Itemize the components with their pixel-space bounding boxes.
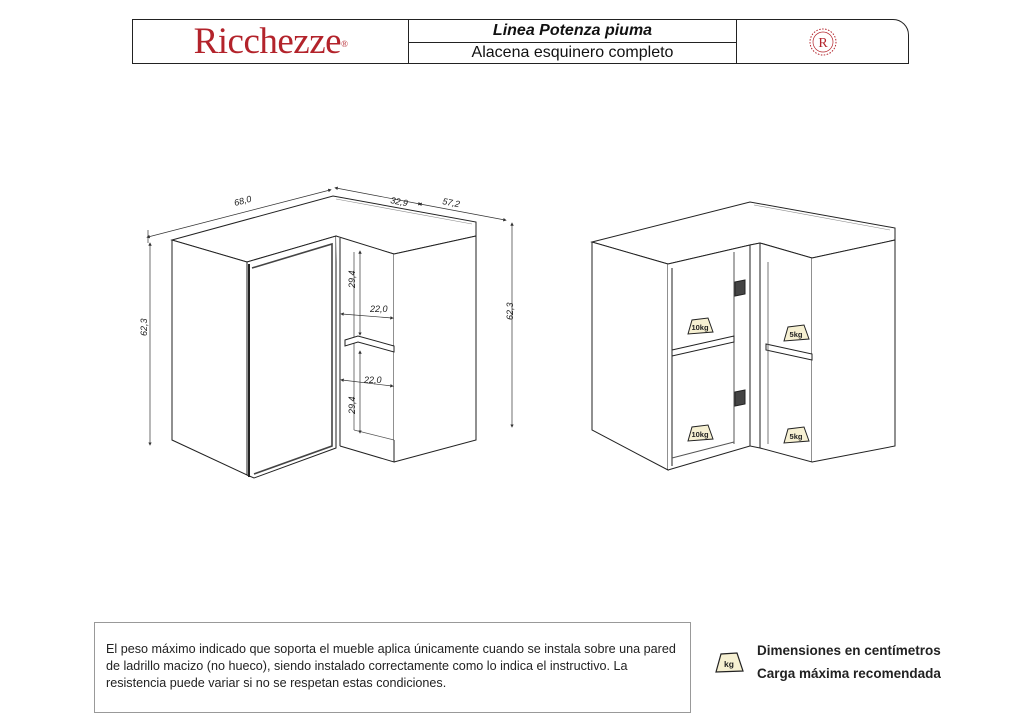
dim-height-left: 62,3 xyxy=(139,318,149,336)
load-weight-icon xyxy=(784,427,809,443)
dim-height-right: 62,3 xyxy=(505,302,515,320)
legend-max-load: Carga máxima recomendada xyxy=(757,666,941,681)
load-weight-icon xyxy=(688,425,713,441)
dim-shelf-top: 22,0 xyxy=(370,304,388,314)
load-weight-icon xyxy=(688,318,713,334)
line-title: Linea Potenza piuma xyxy=(409,20,736,43)
dim-depth-total: 57,2 xyxy=(441,196,461,210)
legend xyxy=(713,640,973,690)
load-left-bottom: 10kg xyxy=(691,430,709,439)
badge-letter: R xyxy=(817,35,828,51)
brand-name-text: Ricchezze xyxy=(193,21,342,62)
load-weight-icon xyxy=(784,325,809,341)
disclaimer-note xyxy=(94,622,691,713)
load-right-top: 5kg xyxy=(789,330,803,339)
dim-shelf-bottom: 22,0 xyxy=(364,375,382,385)
legend-dimensions: Dimensiones en centímetros xyxy=(757,643,941,658)
dim-inner-top: 29,4 xyxy=(347,270,357,288)
cabinet-closed-view xyxy=(172,193,476,478)
disclaimer-text: El peso máximo indicado que soporta el mueble aplica únicamente cuando se instala sobre una pared de ladrillo macizo (no hueco), siendo instalado correctamente como lo indica el instructivo. La resistencia puede variar si no se respetan estas condiciones. xyxy=(106,642,676,690)
dim-inner-bottom: 29,4 xyxy=(347,396,357,414)
load-right-bottom: 5kg xyxy=(789,432,803,441)
product-name: Alacena esquinero completo xyxy=(471,43,674,61)
dim-width: 68,0 xyxy=(232,193,253,208)
registered-mark: ® xyxy=(341,39,348,49)
dim-depth-side: 32,9 xyxy=(389,195,409,209)
load-left-top: 10kg xyxy=(691,323,709,332)
kg-icon-label: kg xyxy=(724,659,734,669)
kg-weight-icon xyxy=(713,650,745,676)
cabinet-open-view xyxy=(592,202,895,470)
